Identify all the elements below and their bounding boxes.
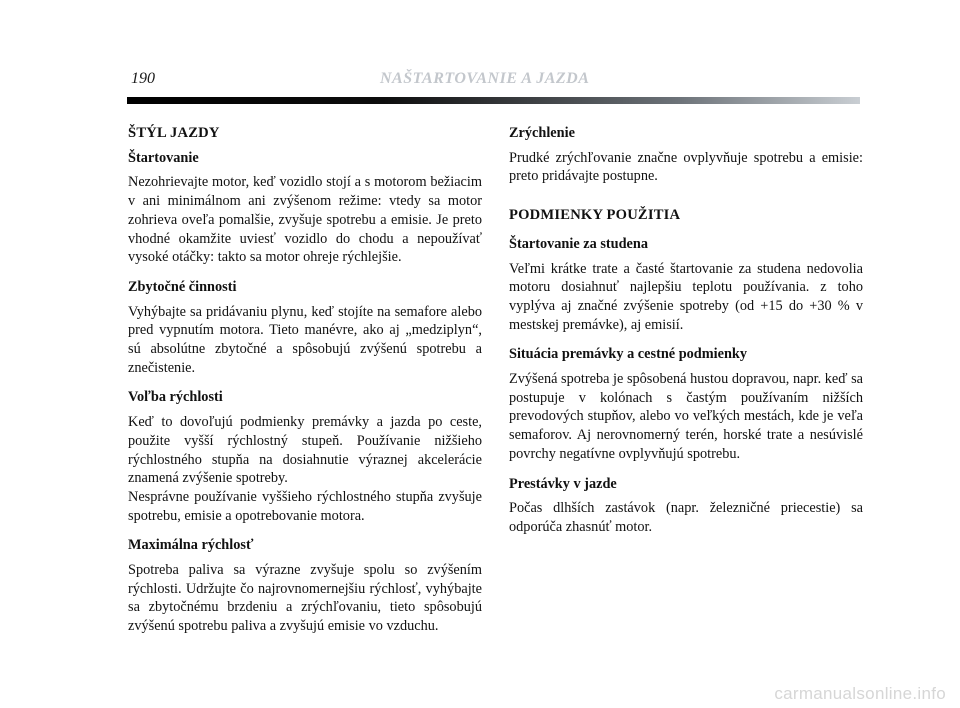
watermark: carmanualsonline.info — [774, 684, 946, 703]
page-number: 190 — [131, 70, 155, 87]
paragraph-driving-breaks: Počas dlhších zastávok (napr. železničné priecestie) sa odporúča zhasnúť motor. — [509, 500, 863, 535]
running-title: NAŠTARTOVANIE A JAZDA — [380, 70, 590, 87]
subheading-starting: Štartovanie — [128, 149, 199, 166]
subheading-gear-choice: Voľba rýchlosti — [128, 389, 223, 406]
paragraph-cold-start: Veľmi krátke trate a časté štartovanie za studena nedovolia motoru dosiahnuť najlepšiu teplotu používania. z toho vyplýva aj značné zvýšenie spotreby (od +15 do +30 % v mestskej premávke), aj emisií. — [509, 260, 863, 333]
subheading-unnecessary-actions: Zbytočné činnosti — [128, 278, 237, 295]
subheading-cold-start: Štartovanie za studena — [509, 235, 648, 252]
right-column — [509, 124, 863, 548]
section-title-conditions-of-use: PODMIENKY POUŽITIA — [509, 207, 681, 224]
paragraph-max-speed: Spotreba paliva sa výrazne zvyšuje spolu so zvýšením rýchlosti. Udržujte čo najrovnomernejšiu rýchlosť, vyhýbajte sa zbytočnému brzdeniu a zrýchľovaniu, tieto spôsobujú zvýšenú spotrebu paliva a zvyšujú emisie vo vzduchu. — [128, 562, 482, 635]
subheading-traffic-conditions: Situácia premávky a cestné podmienky — [509, 346, 748, 363]
section-title-driving-style: ŠTÝL JAZDY — [128, 125, 220, 141]
subheading-max-speed: Maximálna rýchlosť — [128, 537, 254, 554]
paragraph-unnecessary-actions: Vyhýbajte sa pridávaniu plynu, keď stojíte na semafore alebo pred vypnutím motora. Tieto manévre, ako aj „medziplyn“, sú absolútne zbytočné a spôsobujú zvýšenú spotrebu a znečistenie. — [128, 303, 482, 376]
paragraph-starting: Nezohrievajte motor, keď vozidlo stojí a s motorom bežiacim v ani minimálnom ani zvýšenom režime: vtedy sa motor zohrieva oveľa pomalšie, zvyšuje spotrebu a emisie. Je preto vhodné okamžite uviesť vozidlo do chodu a nepoužívať vysoké otáčky: takto sa motor ohreje rýchlejšie. — [128, 174, 482, 266]
paragraph-traffic-conditions: Zvýšená spotreba je spôsobená hustou dopravou, napr. keď sa postupuje v kolónach s častým používaním nižších prevodových stupňov, alebo vo veľkých mestách, kde je veľa semaforov. Aj nerovnomerný terén, horské trate a nesúvislé povrchy negatívne ovplyvňujú spotrebu. — [509, 371, 863, 462]
left-column — [128, 124, 482, 647]
header-rule — [127, 97, 860, 104]
subheading-driving-breaks: Prestávky v jazde — [509, 475, 617, 492]
paragraph-acceleration: Prudké zrýchľovanie značne ovplyvňuje spotrebu a emisie: preto pridávajte postupne. — [509, 149, 863, 185]
subheading-acceleration: Zrýchlenie — [509, 125, 575, 141]
paragraph-gear-choice-1: Keď to dovoľujú podmienky premávky a jazda po ceste, použite vyšší rýchlostný stupeň. Používanie nižšieho rýchlostného stupňa na dosiahnutie výraznej akcelerácie znamená zvýšenie spotreby. — [128, 414, 482, 487]
paragraph-gear-choice-2: Nesprávne používanie vyššieho rýchlostného stupňa zvyšuje spotrebu, emisie a opotrebovanie motora. — [128, 488, 482, 524]
